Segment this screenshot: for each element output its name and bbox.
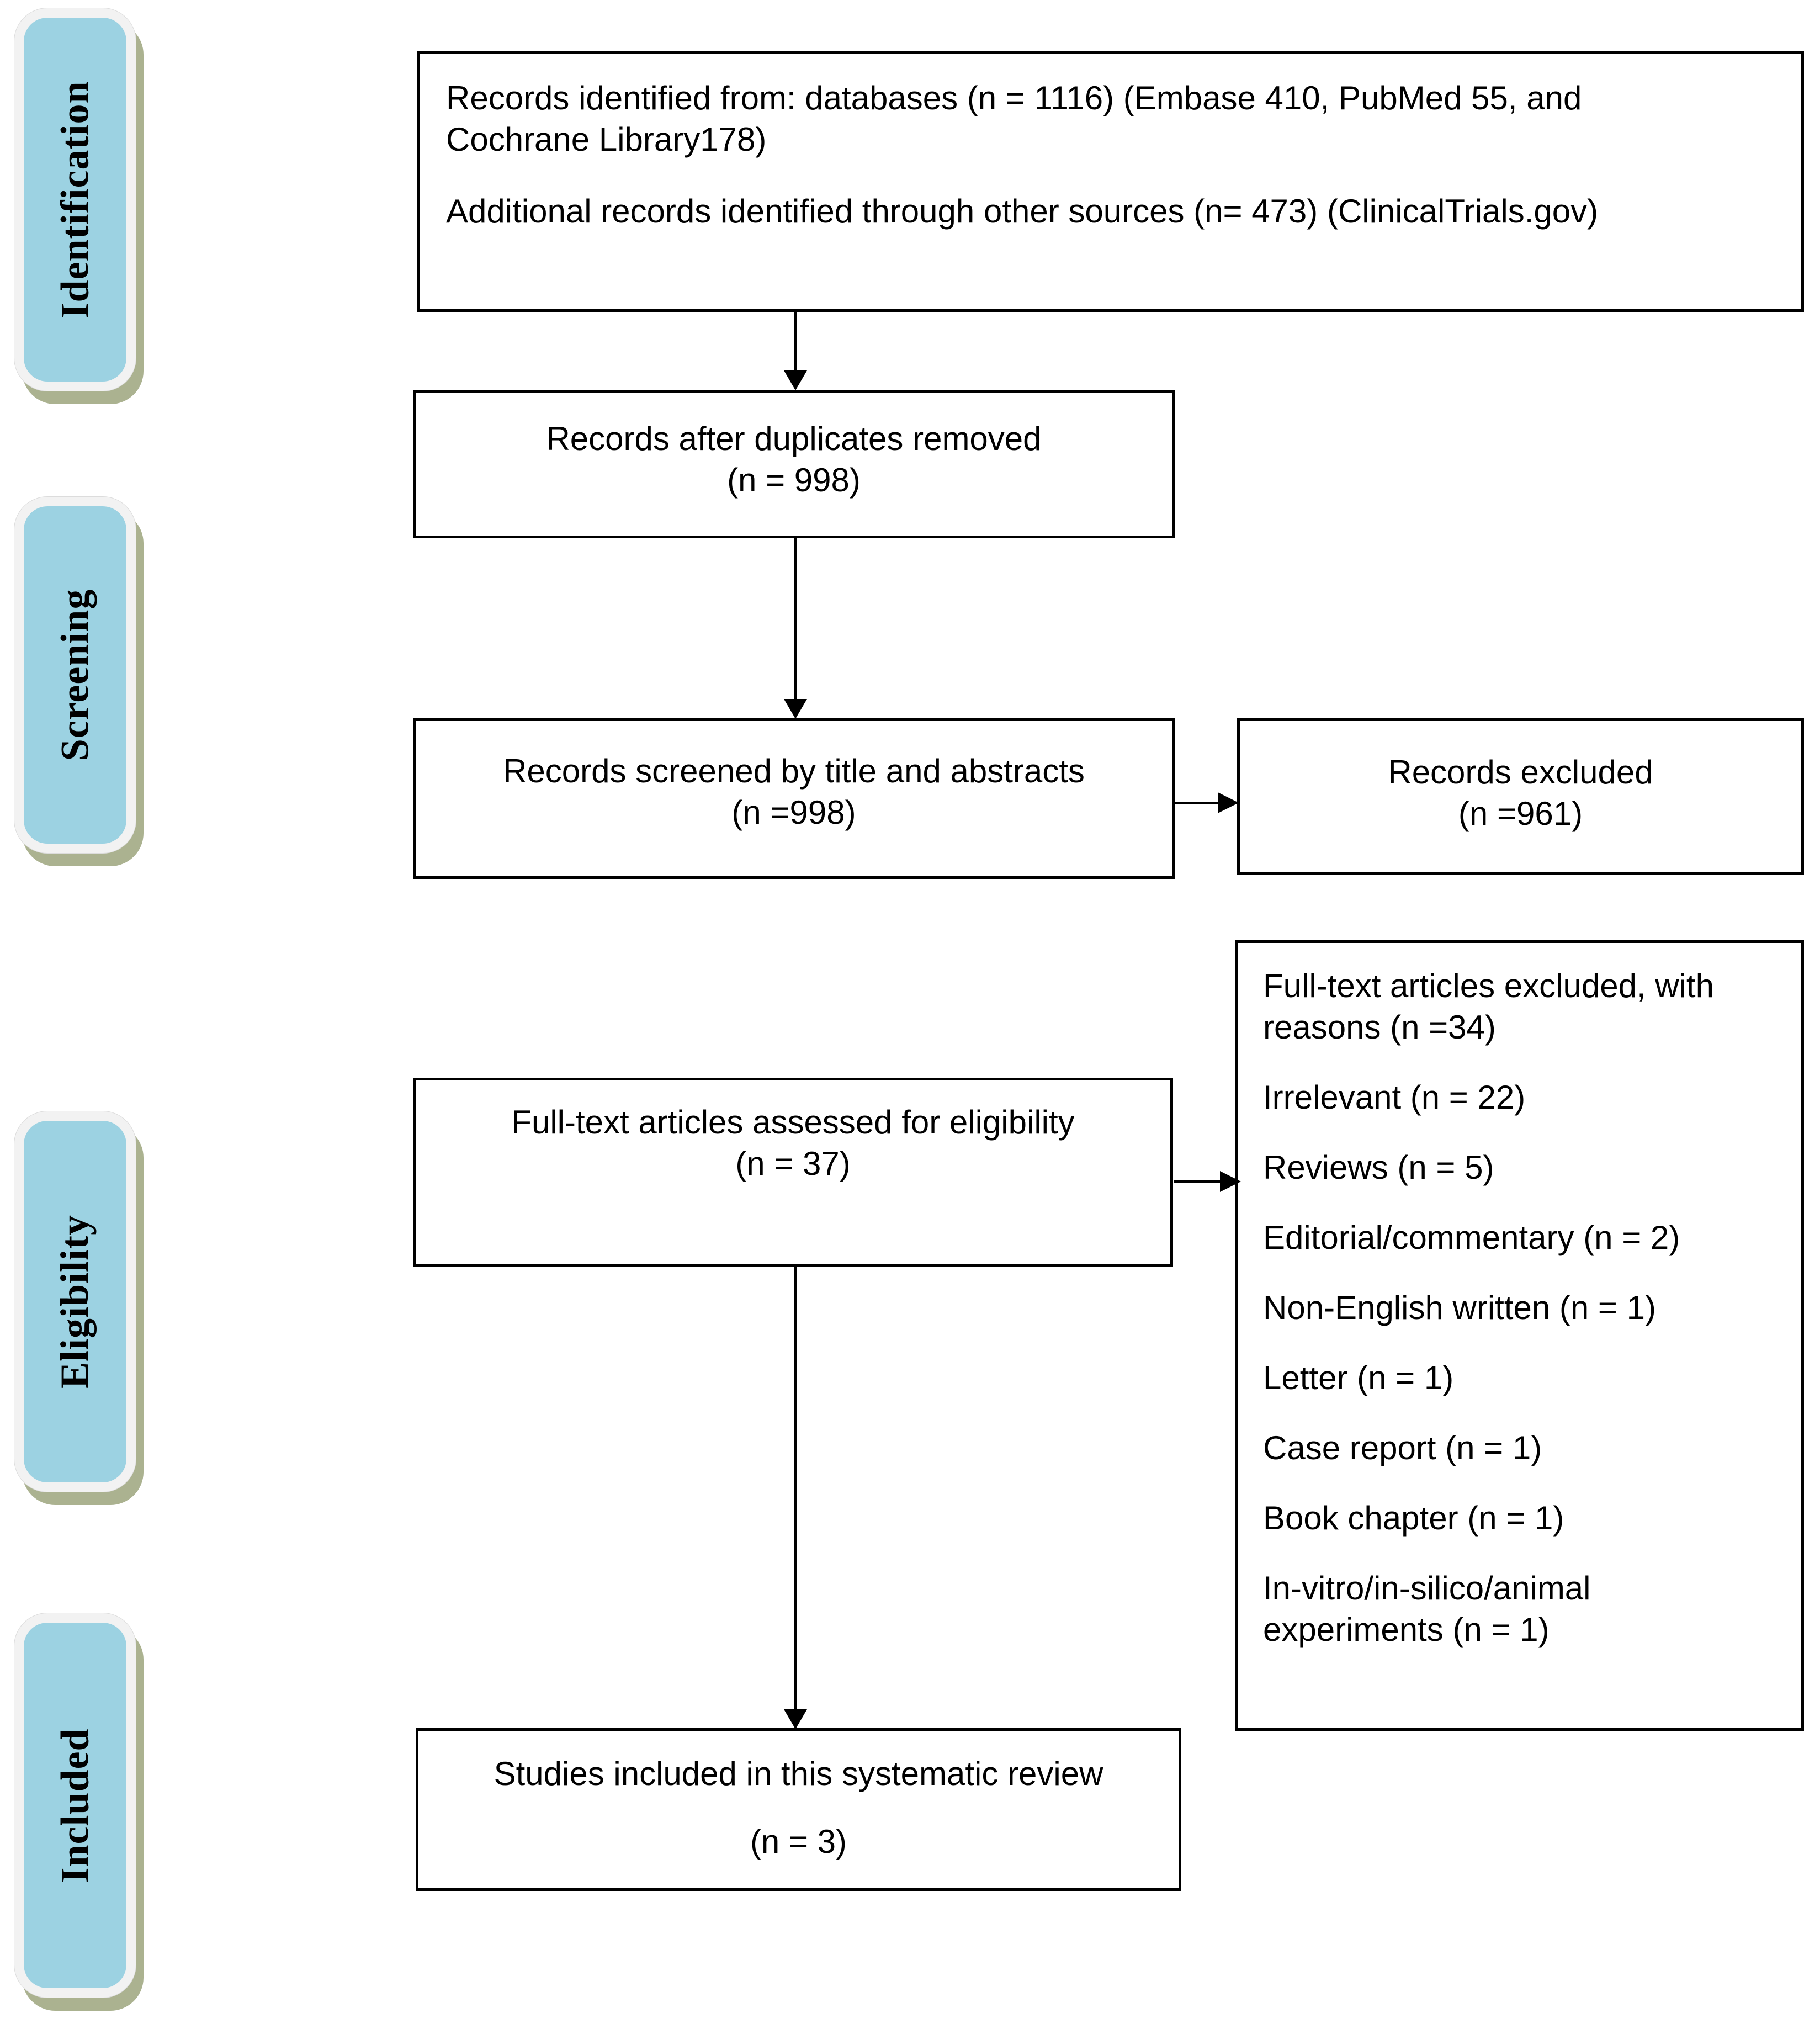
arrow-shaft: [794, 309, 797, 374]
box-records-excluded: [1237, 718, 1804, 875]
records-screened-title: Records screened by title and abstracts: [503, 753, 1085, 790]
exclusion-reason: Book chapter (n = 1): [1263, 1500, 1564, 1537]
records-identified-line2: Cochrane Library178): [446, 121, 767, 158]
arrow-fulltext-to-reasons: [1174, 1171, 1241, 1192]
stage-included-label: Included: [52, 1728, 97, 1883]
studies-included-count: (n = 3): [750, 1823, 847, 1860]
studies-included-title: Studies included in this systematic review: [494, 1755, 1103, 1792]
stage-identification: [14, 8, 136, 391]
arrow-fulltext-to-included: [784, 1265, 806, 1729]
arrow-duplicates-to-screened: [784, 537, 806, 719]
arrow-identified-to-duplicates: [784, 309, 806, 390]
fulltext-assessed-count: (n = 37): [735, 1145, 851, 1182]
exclusion-reason: Case report (n = 1): [1263, 1429, 1542, 1466]
records-excluded-count: (n =961): [1458, 794, 1583, 832]
exclusion-reason: In-vitro/in-silico/animal experiments (n = 1): [1263, 1570, 1591, 1648]
arrow-shaft: [794, 537, 797, 702]
exclusion-reason: Editorial/commentary (n = 2): [1263, 1219, 1680, 1256]
stage-screening-label: Screening: [52, 589, 97, 761]
duplicates-removed-title: Records after duplicates removed: [546, 420, 1042, 457]
stage-eligibility: [14, 1111, 136, 1492]
arrow-shaft: [1174, 802, 1221, 804]
box-duplicates-removed: [413, 390, 1175, 538]
additional-records-line: Additional records identified through other sources (n= 473) (ClinicalTrials.gov): [446, 193, 1599, 230]
stage-included: [14, 1613, 136, 1998]
arrow-down-icon: [784, 699, 807, 719]
stage-identification-label: Identification: [52, 81, 97, 319]
records-excluded-title: Records excluded: [1388, 753, 1653, 791]
box-fulltext-excluded-reasons: [1235, 940, 1804, 1731]
box-fulltext-assessed: [413, 1078, 1173, 1267]
exclusion-reason: Non-English written (n = 1): [1263, 1289, 1656, 1326]
arrow-screened-to-excluded: [1174, 792, 1239, 813]
stage-screening: [14, 497, 136, 853]
arrow-down-icon: [784, 370, 807, 390]
arrow-shaft: [1174, 1180, 1223, 1183]
records-identified-line1: Records identified from: databases (n = 1116) (Embase 410, PubMed 55, and: [446, 80, 1582, 116]
exclusion-reason: Reviews (n = 5): [1263, 1149, 1494, 1186]
arrow-down-icon: [784, 1709, 807, 1729]
exclusion-reason: Letter (n = 1): [1263, 1359, 1454, 1396]
box-records-screened: [413, 718, 1175, 879]
arrow-right-icon: [1220, 1171, 1241, 1192]
exclusion-reason: Full-text articles excluded, with reasons (n =34): [1263, 967, 1714, 1046]
exclusion-reason: Irrelevant (n = 22): [1263, 1079, 1526, 1116]
duplicates-removed-count: (n = 998): [727, 461, 861, 499]
stage-eligibility-label: Eligibility: [52, 1214, 97, 1389]
arrow-right-icon: [1218, 792, 1239, 813]
arrow-shaft: [794, 1265, 797, 1713]
box-studies-included: [416, 1728, 1181, 1891]
fulltext-assessed-title: Full-text articles assessed for eligibility: [511, 1104, 1075, 1141]
records-screened-count: (n =998): [731, 794, 856, 831]
box-records-identified: [417, 51, 1804, 312]
